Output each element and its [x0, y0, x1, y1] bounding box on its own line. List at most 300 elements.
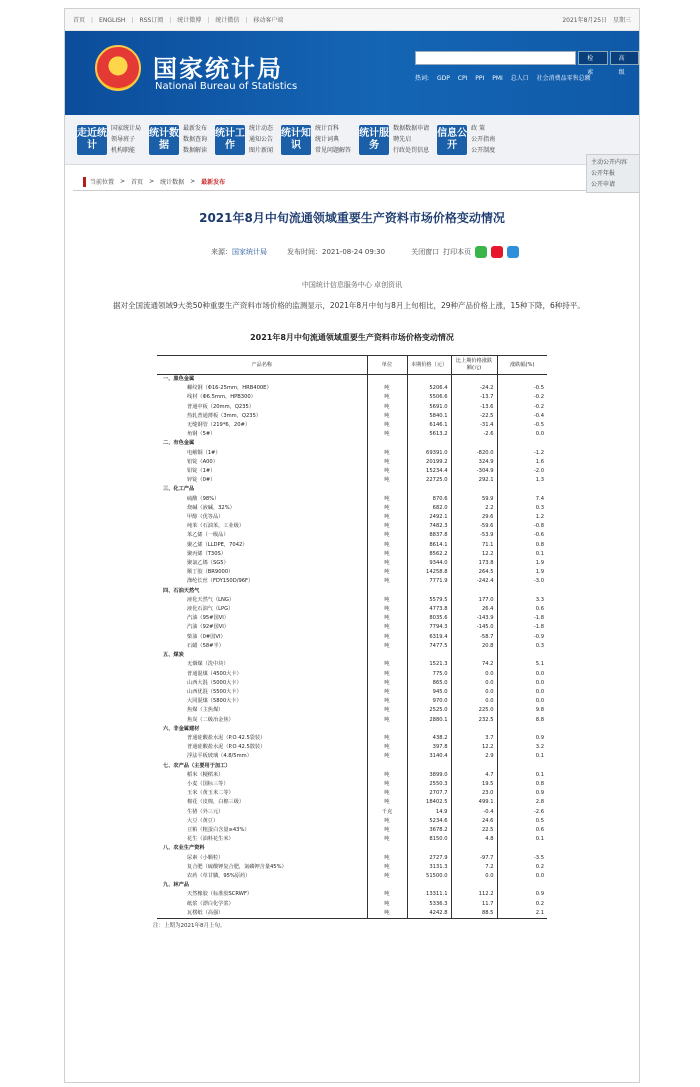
- change-cell: 499.1: [451, 798, 497, 807]
- change-cell: 20.8: [451, 642, 497, 651]
- table-row: [157, 854, 547, 863]
- change-cell: 3.7: [451, 734, 497, 743]
- nav-link[interactable]: 统计词典: [315, 136, 340, 143]
- product-name-cell: 大同混煤（5800大卡）: [187, 698, 242, 705]
- category-row: [157, 651, 547, 660]
- price-cell: 438.2: [407, 734, 451, 743]
- price-cell: 6146.1: [407, 421, 451, 430]
- unit-cell: 吨: [367, 826, 407, 835]
- pct-cell: 0.3: [497, 642, 547, 651]
- change-cell: 74.2: [451, 660, 497, 669]
- table-row: [157, 716, 547, 725]
- product-name-cell: 硫酸（98%）: [187, 495, 220, 502]
- price-cell: 5506.6: [407, 393, 451, 402]
- nav-link[interactable]: 最新发布: [183, 125, 208, 132]
- product-name-cell: 普通中板（20mm，Q235）: [187, 403, 255, 410]
- change-cell: [451, 375, 497, 385]
- header-unit: 单位: [367, 356, 407, 375]
- unit-cell: 吨: [367, 743, 407, 752]
- change-cell: -820.0: [451, 449, 497, 458]
- header-pct: 涨跌幅(%): [497, 356, 547, 375]
- price-cell: 682.0: [407, 504, 451, 513]
- unit-cell: 吨: [367, 476, 407, 485]
- table-row: [157, 660, 547, 669]
- pct-cell: 1.9: [497, 559, 547, 568]
- category-row: [157, 375, 547, 385]
- date-text: 2021年8月25日: [562, 17, 608, 24]
- top-link-wechat[interactable]: | 统计微信: [207, 17, 239, 24]
- unit-cell: 吨: [367, 771, 407, 780]
- unit-cell: [367, 762, 407, 771]
- unit-cell: 吨: [367, 780, 407, 789]
- pct-cell: 1.3: [497, 476, 547, 485]
- hot-word[interactable]: 社会消费品零售总额: [536, 75, 591, 82]
- unit-cell: [367, 651, 407, 660]
- change-cell: -24.2: [451, 384, 497, 393]
- pct-cell: [497, 881, 547, 890]
- nav-tile-service[interactable]: 统计服务: [359, 125, 389, 155]
- table-row: [157, 623, 547, 632]
- price-table: [157, 355, 547, 919]
- nav-link[interactable]: 数据数据申请: [393, 125, 430, 132]
- table-row: [157, 504, 547, 513]
- nav-tile-disclosure[interactable]: 信息公开: [437, 125, 467, 155]
- table-row: [157, 789, 547, 798]
- table-row: [157, 614, 547, 623]
- dropdown-item[interactable]: 公开年报: [591, 170, 616, 177]
- unit-cell: 吨: [367, 789, 407, 798]
- product-name-cell: 铝锭（A00）: [187, 458, 218, 465]
- product-name-cell: 汽油（92#国VI）: [187, 624, 229, 631]
- change-cell: 112.2: [451, 890, 497, 899]
- pct-cell: [497, 587, 547, 596]
- top-bar: [65, 9, 639, 31]
- change-cell: 12.2: [451, 743, 497, 752]
- disclosure-dropdown: [586, 154, 640, 193]
- pct-cell: -1.2: [497, 449, 547, 458]
- product-name-cell: 六、非金属建材: [163, 725, 200, 732]
- price-cell: 7794.3: [407, 623, 451, 632]
- price-cell: 5691.0: [407, 403, 451, 412]
- table-row: [157, 808, 547, 817]
- unit-cell: 吨: [367, 531, 407, 540]
- unit-cell: 吨: [367, 817, 407, 826]
- pct-cell: -1.8: [497, 614, 547, 623]
- unit-cell: 吨: [367, 458, 407, 467]
- table-row: [157, 577, 547, 586]
- change-cell: -304.9: [451, 467, 497, 476]
- pct-cell: 2.8: [497, 798, 547, 807]
- product-name-cell: 尿素（小颗粒）: [187, 854, 224, 861]
- table-row: [157, 679, 547, 688]
- pct-cell: 0.9: [497, 789, 547, 798]
- unit-cell: 吨: [367, 541, 407, 550]
- change-cell: 11.7: [451, 900, 497, 909]
- table-row: [157, 900, 547, 909]
- table-row: [157, 835, 547, 844]
- nav-link[interactable]: 公开指南: [471, 136, 496, 143]
- nav-group-knowledge: [281, 123, 351, 156]
- table-header-row: [157, 356, 547, 375]
- wechat-share-icon[interactable]: [475, 246, 487, 258]
- nav-link[interactable]: 常见问题解答: [315, 147, 352, 154]
- product-name-cell: 普通硅酸盐水泥（P.O 42.5袋装）: [187, 734, 266, 741]
- product-name-cell: 生猪（外三元）: [187, 808, 224, 815]
- price-cell: 14258.8: [407, 568, 451, 577]
- pct-cell: 3.3: [497, 596, 547, 605]
- pct-cell: -0.2: [497, 393, 547, 402]
- table-title: 2021年8月中旬流通领域重要生产资料市场价格变动情况: [250, 333, 454, 342]
- product-name-cell: 山西优混（5500大卡）: [187, 688, 242, 695]
- price-cell: 775.0: [407, 670, 451, 679]
- top-link-english[interactable]: | ENGLISH: [91, 17, 125, 24]
- table-row: [157, 817, 547, 826]
- unit-cell: 吨: [367, 504, 407, 513]
- change-cell: [451, 725, 497, 734]
- unit-cell: 吨: [367, 403, 407, 412]
- change-cell: -31.4: [451, 421, 497, 430]
- table-row: [157, 449, 547, 458]
- pct-cell: 0.0: [497, 670, 547, 679]
- product-name-cell: 豆粕（粗蛋白含量≥43%）: [187, 826, 250, 833]
- print-page-link[interactable]: 打印本页: [443, 248, 472, 256]
- table-row: [157, 734, 547, 743]
- product-name-cell: 液化石油气（LPG）: [187, 606, 234, 613]
- unit-cell: 吨: [367, 614, 407, 623]
- pct-cell: -1.8: [497, 623, 547, 632]
- change-cell: [451, 587, 497, 596]
- site-banner: [65, 31, 639, 115]
- change-cell: [451, 485, 497, 494]
- pct-cell: -3.0: [497, 577, 547, 586]
- product-name-cell: 九、林产品: [163, 882, 189, 889]
- hot-word[interactable]: 总人口: [510, 75, 529, 82]
- pct-cell: 0.1: [497, 550, 547, 559]
- change-cell: 7.2: [451, 863, 497, 872]
- weibo-share-icon[interactable]: [491, 246, 503, 258]
- unit-cell: 吨: [367, 752, 407, 761]
- change-cell: 24.6: [451, 817, 497, 826]
- header-change: 比上期价格涨跌额(元): [451, 356, 497, 375]
- advanced-search-button[interactable]: 高级: [610, 51, 639, 65]
- table-row: [157, 771, 547, 780]
- unit-cell: [367, 725, 407, 734]
- product-name-cell: 热轧普通薄板（3mm，Q235）: [187, 412, 262, 419]
- pct-cell: [497, 375, 547, 385]
- product-name-cell: 浮法平板玻璃（4.8/5mm）: [187, 753, 252, 760]
- close-window-link[interactable]: 关闭窗口: [411, 248, 440, 256]
- change-cell: -13.7: [451, 393, 497, 402]
- unit-cell: 吨: [367, 642, 407, 651]
- table-row: [157, 541, 547, 550]
- table-row: [157, 522, 547, 531]
- table-row: [157, 513, 547, 522]
- nav-group-data: [149, 123, 207, 156]
- table-row: [157, 421, 547, 430]
- breadcrumb-label: 当前位置: [90, 179, 115, 186]
- price-cell: 8562.2: [407, 550, 451, 559]
- table-row: [157, 826, 547, 835]
- pct-cell: 8.8: [497, 716, 547, 725]
- change-cell: -22.5: [451, 412, 497, 421]
- pct-cell: -0.9: [497, 633, 547, 642]
- price-cell: [407, 844, 451, 853]
- hot-word[interactable]: PMI: [492, 75, 503, 82]
- pct-cell: -3.5: [497, 854, 547, 863]
- pct-cell: 0.0: [497, 679, 547, 688]
- nav-link[interactable]: 统计动态: [249, 125, 274, 132]
- product-name-cell: 四、石油天然气: [163, 587, 200, 594]
- price-cell: 397.8: [407, 743, 451, 752]
- product-name-cell: 汽油（95#国VI）: [187, 615, 229, 622]
- time-label: 发布时间：: [287, 248, 322, 256]
- nav-tile-work[interactable]: 统计工作: [215, 125, 245, 155]
- nav-link[interactable]: 行政处罚信息: [393, 147, 430, 154]
- nav-link[interactable]: 统计百科: [315, 125, 340, 132]
- unit-cell: 吨: [367, 854, 407, 863]
- unit-cell: 吨: [367, 909, 407, 919]
- change-cell: 0.0: [451, 670, 497, 679]
- product-name-cell: 小麦（国标三等）: [187, 780, 229, 787]
- change-cell: 264.5: [451, 568, 497, 577]
- product-name-cell: 三、化工产品: [163, 486, 195, 493]
- nav-link[interactable]: 领导班子: [111, 136, 136, 143]
- nav-group-service: [359, 123, 429, 156]
- change-cell: [451, 651, 497, 660]
- table-row: [157, 863, 547, 872]
- table-row: [157, 605, 547, 614]
- change-cell: 71.1: [451, 541, 497, 550]
- table-row: [157, 798, 547, 807]
- hot-word[interactable]: GDP: [436, 75, 450, 82]
- breadcrumb-current[interactable]: 最新发布: [201, 179, 226, 186]
- price-cell: 22725.0: [407, 476, 451, 485]
- pct-cell: 0.0: [497, 872, 547, 881]
- nav-tile-data[interactable]: 统计数据: [149, 125, 179, 155]
- product-name-cell: 苯乙烯（一级品）: [187, 532, 229, 539]
- nav-link[interactable]: 公开制度: [471, 147, 496, 154]
- price-cell: [407, 881, 451, 890]
- table-row: [157, 642, 547, 651]
- price-cell: 3140.4: [407, 752, 451, 761]
- unit-cell: 吨: [367, 449, 407, 458]
- price-cell: 9344.0: [407, 559, 451, 568]
- price-cell: 945.0: [407, 688, 451, 697]
- table-row: [157, 476, 547, 485]
- change-cell: 2.2: [451, 504, 497, 513]
- pct-cell: -2.0: [497, 467, 547, 476]
- change-cell: -53.9: [451, 531, 497, 540]
- product-name-cell: 聚氯乙烯（SG5）: [187, 560, 229, 567]
- product-name-cell: 花生（油料花生米）: [187, 836, 234, 843]
- nav-link[interactable]: 国家统计局: [111, 125, 142, 132]
- change-cell: [451, 881, 497, 890]
- site-title-cn[interactable]: 国家统计局: [153, 55, 283, 83]
- product-name-cell: 无缝钢管（219*6，20#）: [187, 422, 251, 429]
- table-row: [157, 670, 547, 679]
- table-row: [157, 688, 547, 697]
- product-name-cell: 无烟煤（洗中块）: [187, 661, 229, 668]
- article-paragraph: 据对全国流通领域9大类50种重要生产资料市场价格的监测显示，2021年8月中旬与8月上旬相比，29种产品价格上涨，15种下降，6种持平。: [113, 301, 585, 310]
- breadcrumb-item[interactable]: 统计数据: [160, 179, 185, 186]
- dropdown-item[interactable]: 公开申请: [591, 181, 616, 188]
- change-cell: -145.0: [451, 623, 497, 632]
- price-cell: 3131.3: [407, 863, 451, 872]
- product-name-cell: 烧碱（液碱，32%）: [187, 504, 235, 511]
- unit-cell: 吨: [367, 412, 407, 421]
- product-name-cell: 电解铜（1#）: [187, 449, 221, 456]
- product-name-cell: 天然橡胶（标准胶SCRWF）: [187, 891, 253, 898]
- product-name-cell: 液化天然气（LNG）: [187, 596, 235, 603]
- price-cell: 8837.8: [407, 531, 451, 540]
- product-name-cell: 甲醇（优等品）: [187, 514, 224, 521]
- table-note: 注：上期为2021年8月上旬。: [153, 922, 226, 929]
- nav-tile-about[interactable]: 走近统计: [77, 125, 107, 155]
- source-label: 来源：: [211, 248, 232, 256]
- unit-cell: [367, 587, 407, 596]
- unit-cell: [367, 439, 407, 448]
- product-name-cell: 一、黑色金属: [163, 376, 195, 382]
- unit-cell: [367, 375, 407, 385]
- dropdown-item[interactable]: 主动公开内容: [591, 159, 628, 166]
- nav-group-disclosure: [437, 123, 495, 156]
- price-cell: 2492.1: [407, 513, 451, 522]
- price-cell: 3678.2: [407, 826, 451, 835]
- hot-word[interactable]: PPI: [475, 75, 485, 82]
- change-cell: 23.0: [451, 789, 497, 798]
- pct-cell: 1.6: [497, 458, 547, 467]
- pct-cell: -2.6: [497, 808, 547, 817]
- top-link-weibo[interactable]: | 统计微博: [169, 17, 201, 24]
- table-row: [157, 393, 547, 402]
- source-link[interactable]: 国家统计局: [232, 248, 267, 256]
- pct-cell: 0.1: [497, 752, 547, 761]
- product-name-cell: 普通混煤（4500大卡）: [187, 670, 242, 677]
- top-link-rss[interactable]: | RSS订阅: [131, 17, 163, 24]
- price-cell: 6319.4: [407, 633, 451, 642]
- unit-cell: 千克: [367, 808, 407, 817]
- national-emblem-icon: [95, 45, 141, 91]
- change-cell: -58.7: [451, 633, 497, 642]
- price-cell: 4242.8: [407, 909, 451, 919]
- main-nav: [65, 115, 639, 165]
- product-name-cell: 锌锭（0#）: [187, 477, 216, 484]
- unit-cell: 吨: [367, 863, 407, 872]
- unit-cell: 吨: [367, 835, 407, 844]
- pct-cell: [497, 725, 547, 734]
- table-row: [157, 458, 547, 467]
- table-row: [157, 531, 547, 540]
- pct-cell: [497, 762, 547, 771]
- pct-cell: 1.2: [497, 513, 547, 522]
- change-cell: 22.5: [451, 826, 497, 835]
- pct-cell: 0.2: [497, 863, 547, 872]
- product-name-cell: 聚乙烯（LLDPE，7042）: [187, 541, 248, 548]
- unit-cell: 吨: [367, 872, 407, 881]
- pct-cell: 0.8: [497, 780, 547, 789]
- pct-cell: 7.4: [497, 495, 547, 504]
- pct-cell: 2.1: [497, 909, 547, 919]
- price-cell: 7482.3: [407, 522, 451, 531]
- price-cell: 5579.5: [407, 596, 451, 605]
- product-name-cell: 角钢（5#）: [187, 431, 216, 438]
- unit-cell: 吨: [367, 513, 407, 522]
- article-title: 2021年8月中旬流通领域重要生产资料市场价格变动情况: [199, 211, 505, 225]
- pct-cell: [497, 651, 547, 660]
- pct-cell: [497, 439, 547, 448]
- table-row: [157, 495, 547, 504]
- price-cell: [407, 725, 451, 734]
- price-cell: 2550.3: [407, 780, 451, 789]
- product-name-cell: 八、农业生产资料: [163, 845, 205, 852]
- price-cell: 5336.3: [407, 900, 451, 909]
- unit-cell: 吨: [367, 679, 407, 688]
- breadcrumb-marker-icon: [83, 177, 86, 187]
- nav-link[interactable]: 通知公告: [249, 136, 274, 143]
- pct-cell: -0.8: [497, 522, 547, 531]
- unit-cell: 吨: [367, 670, 407, 679]
- product-name-cell: 稻米（粳稻米）: [187, 771, 224, 778]
- pct-cell: 0.5: [497, 817, 547, 826]
- pct-cell: 0.0: [497, 697, 547, 706]
- price-cell: 51500.0: [407, 872, 451, 881]
- unit-cell: 吨: [367, 550, 407, 559]
- nav-link[interactable]: 数据查询: [183, 136, 208, 143]
- search-button[interactable]: 检索: [578, 51, 607, 65]
- top-links: [73, 15, 289, 24]
- table-row: [157, 872, 547, 881]
- table-row: [157, 743, 547, 752]
- unit-cell: 吨: [367, 495, 407, 504]
- change-cell: 173.8: [451, 559, 497, 568]
- breadcrumb-item[interactable]: 首页: [131, 179, 144, 186]
- top-date: [562, 15, 631, 24]
- change-cell: 177.0: [451, 596, 497, 605]
- product-name-cell: 聚丙烯（T30S）: [187, 550, 227, 557]
- nav-link[interactable]: 数据解读: [183, 147, 208, 154]
- table-row: [157, 430, 547, 439]
- unit-cell: 吨: [367, 596, 407, 605]
- change-cell: 0.0: [451, 679, 497, 688]
- search-input[interactable]: [415, 51, 576, 65]
- price-cell: 2880.1: [407, 716, 451, 725]
- price-cell: [407, 762, 451, 771]
- category-row: [157, 725, 547, 734]
- hot-word[interactable]: CPI: [457, 75, 468, 82]
- nav-link[interactable]: 图片新闻: [249, 147, 274, 154]
- pct-cell: 0.0: [497, 430, 547, 439]
- top-link-mobile[interactable]: | 移动客户端: [245, 17, 283, 24]
- nav-link[interactable]: 政 策: [471, 125, 485, 132]
- nav-link[interactable]: 机构职能: [111, 147, 136, 154]
- unit-cell: 吨: [367, 467, 407, 476]
- change-cell: 12.2: [451, 550, 497, 559]
- change-cell: 225.0: [451, 706, 497, 715]
- unit-cell: [367, 844, 407, 853]
- pct-cell: 9.8: [497, 706, 547, 715]
- unit-cell: [367, 881, 407, 890]
- top-link-home[interactable]: 首页: [73, 17, 86, 24]
- unit-cell: 吨: [367, 734, 407, 743]
- favorite-star-icon[interactable]: [507, 246, 519, 258]
- table-row: [157, 890, 547, 899]
- price-cell: 8614.1: [407, 541, 451, 550]
- site-title-en: National Bureau of Statistics: [155, 81, 298, 92]
- nav-tile-knowledge[interactable]: 统计知识: [281, 125, 311, 155]
- nav-link[interactable]: 聘先启: [393, 136, 412, 143]
- unit-cell: 吨: [367, 890, 407, 899]
- table-row: [157, 384, 547, 393]
